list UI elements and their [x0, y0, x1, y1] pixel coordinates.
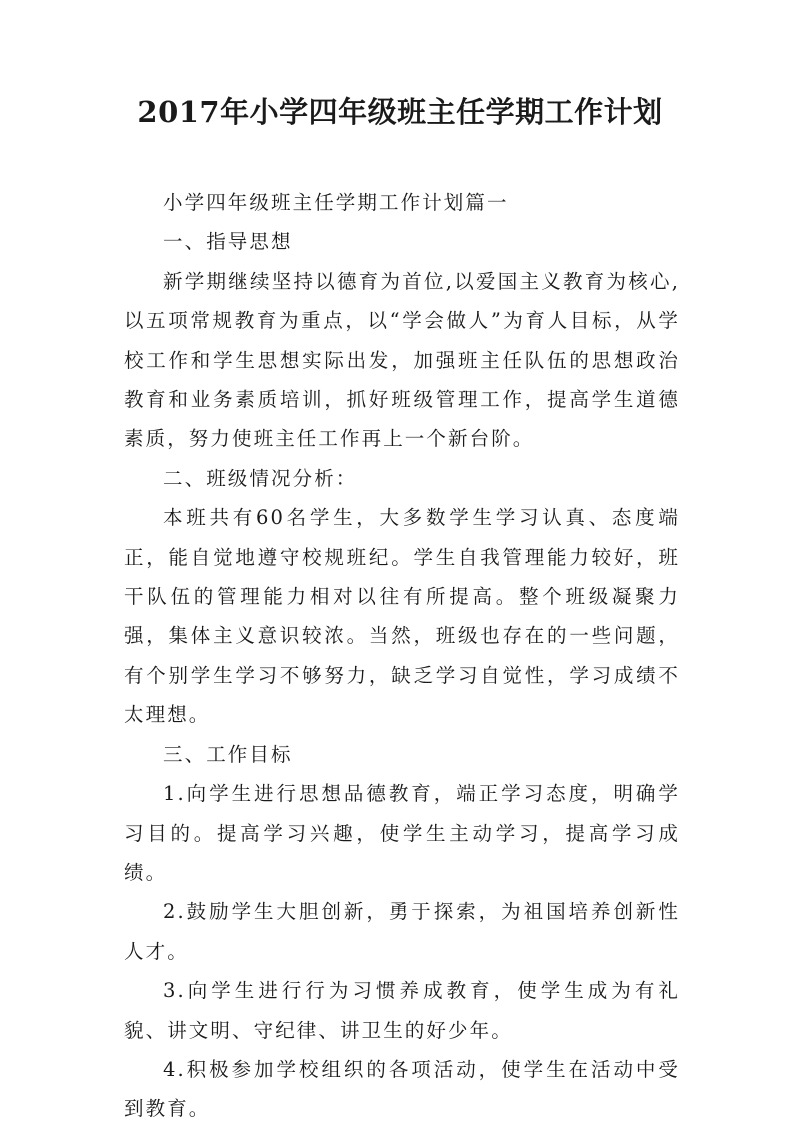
section-heading-guiding-ideology: 一、指导思想: [163, 230, 293, 254]
document-body: [124, 183, 680, 1129]
paragraph-class-analysis: 本班共有60名学生，大多数学生学习认真、态度端正，能自觉地遵守校规班纪。学生自我管理能力较好，班干队伍的管理能力相对以往有所提高。整个班级凝聚力强，集体主义意识较浓。当然，班级也存在的一些问题，有个别学生学习不够努力，缺乏学习自觉性，学习成绩不太理想。: [124, 506, 680, 727]
section-heading-class-analysis: 二、班级情况分析：: [163, 466, 358, 490]
paragraph-guiding-ideology: 新学期继续坚持以德育为首位,以爱国主义教育为核心,以五项常规教育为重点，以“学会做人”为育人目标，从学校工作和学生思想实际出发，加强班主任队伍的思想政治教育和业务素质培训，抓好班级管理工作，提高学生道德素质，努力使班主任工作再上一个新台阶。: [124, 269, 680, 451]
goal-item-2: 2.鼓励学生大胆创新，勇于探索，为祖国培养创新性人才。: [124, 900, 680, 963]
page-title: 2017年小学四年级班主任学期工作计划: [137, 95, 663, 129]
goal-item-1: 1.向学生进行思想品德教育，端正学习态度，明确学习目的。提高学习兴趣，使学生主动学习，提高学习成绩。: [124, 782, 680, 884]
document-subtitle: 小学四年级班主任学期工作计划篇一: [163, 191, 509, 214]
section-heading-work-goals: 三、工作目标: [163, 742, 293, 766]
goal-item-3: 3.向学生进行行为习惯养成教育，使学生成为有礼貌、讲文明、守纪律、讲卫生的好少年。: [124, 979, 680, 1042]
goal-item-4: 4.积极参加学校组织的各项活动，使学生在活动中受到教育。: [124, 1057, 680, 1121]
